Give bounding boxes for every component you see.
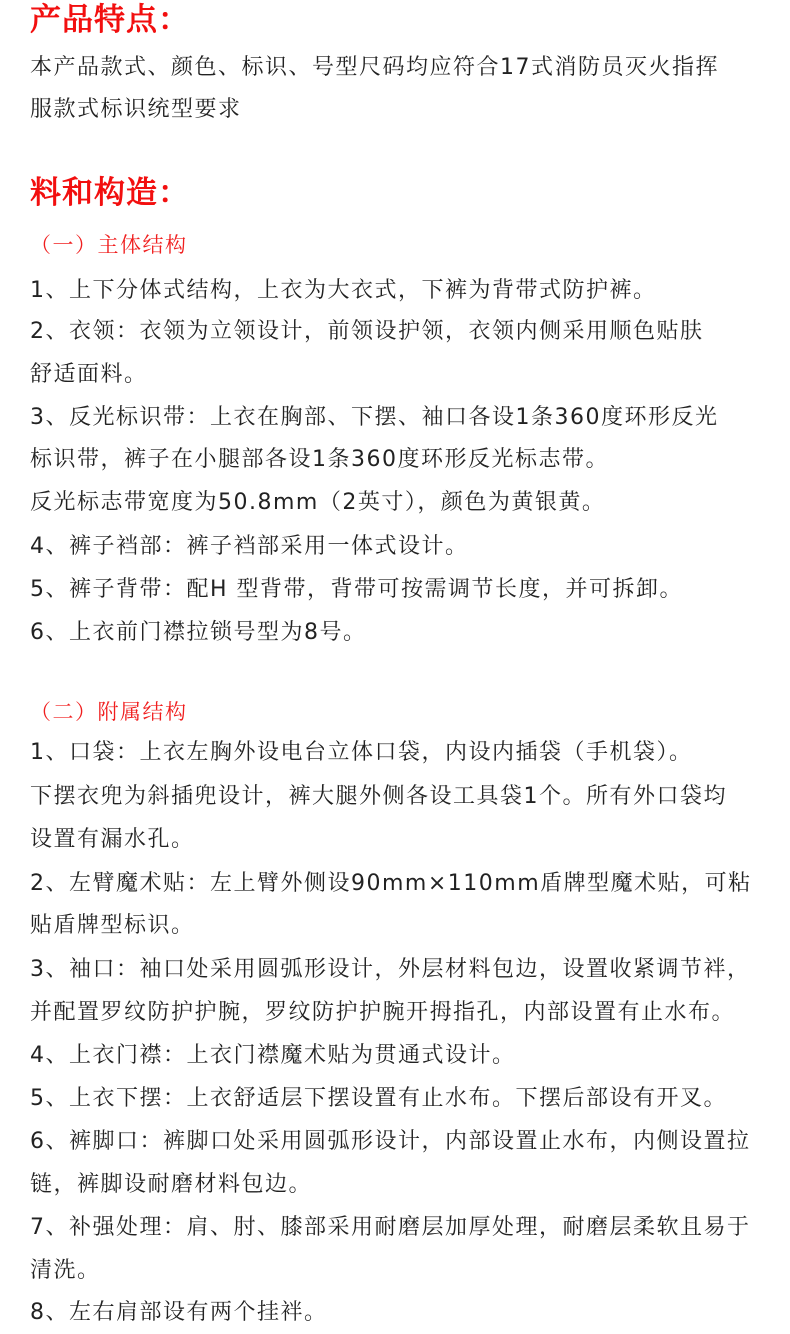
attached-structure-line: 1、口袋：上衣左胸外设电台立体口袋，内设内插袋（手机袋）。 (30, 740, 693, 765)
attached-structure-line: 设置有漏水孔。 (30, 827, 195, 852)
attached-structure-line: 8、左右肩部设有两个挂袢。 (30, 1300, 328, 1325)
main-structure-line: 4、裤子裆部：裤子裆部采用一体式设计。 (30, 534, 469, 559)
features-title: 产品特点： (30, 2, 190, 38)
features-line: 服款式标识统型要求 (30, 97, 242, 122)
main-structure-line: 反光标志带宽度为50.8mm（2英寸），颜色为黄银黄。 (30, 490, 606, 515)
construction-title: 料和构造： (30, 175, 190, 211)
main-structure-line: 舒适面料。 (30, 362, 148, 387)
main-structure-line: 2、衣领：衣领为立领设计，前领设护领，衣领内侧采用顺色贴肤 (30, 319, 704, 344)
main-structure-line: 6、上衣前门襟拉锁号型为8号。 (30, 620, 367, 645)
attached-structure-line: 4、上衣门襟：上衣门襟魔术贴为贯通式设计。 (30, 1043, 516, 1068)
attached-structure-heading: （二）附属结构 (30, 700, 188, 724)
main-structure-heading: （一）主体结构 (30, 233, 188, 257)
main-structure-line: 5、裤子背带：配H 型背带，背带可按需调节长度，并可拆卸。 (30, 577, 684, 602)
attached-structure-line: 5、上衣下摆：上衣舒适层下摆设置有止水布。下摆后部设有开叉。 (30, 1086, 727, 1111)
attached-structure-line: 3、袖口：袖口处采用圆弧形设计，外层材料包边，设置收紧调节袢， (30, 957, 751, 982)
main-structure-line: 标识带，裤子在小腿部各设1条360度环形反光标志带。 (30, 447, 609, 472)
main-structure-line: 3、反光标识带：上衣在胸部、下摆、袖口各设1条360度环形反光 (30, 405, 719, 430)
features-line: 本产品款式、颜色、标识、号型尺码均应符合17式消防员灭火指挥 (30, 55, 719, 80)
attached-structure-line: 清洗。 (30, 1258, 101, 1283)
attached-structure-line: 下摆衣兜为斜插兜设计，裤大腿外侧各设工具袋1个。所有外口袋均 (30, 784, 727, 809)
attached-structure-line: 链，裤脚设耐磨材料包边。 (30, 1172, 313, 1197)
attached-structure-line: 2、左臂魔术贴：左上臂外侧设90mm×110mm盾牌型魔术贴，可粘 (30, 871, 752, 896)
attached-structure-line: 6、裤脚口：裤脚口处采用圆弧形设计，内部设置止水布，内侧设置拉 (30, 1129, 751, 1154)
main-structure-line: 1、上下分体式结构，上衣为大衣式，下裤为背带式防护裤。 (30, 278, 657, 303)
attached-structure-line: 贴盾牌型标识。 (30, 913, 195, 938)
attached-structure-line: 7、补强处理：肩、肘、膝部采用耐磨层加厚处理，耐磨层柔软且易于 (30, 1215, 751, 1240)
attached-structure-line: 并配置罗纹防护护腕，罗纹防护护腕开拇指孔，内部设置有止水布。 (30, 1000, 736, 1025)
